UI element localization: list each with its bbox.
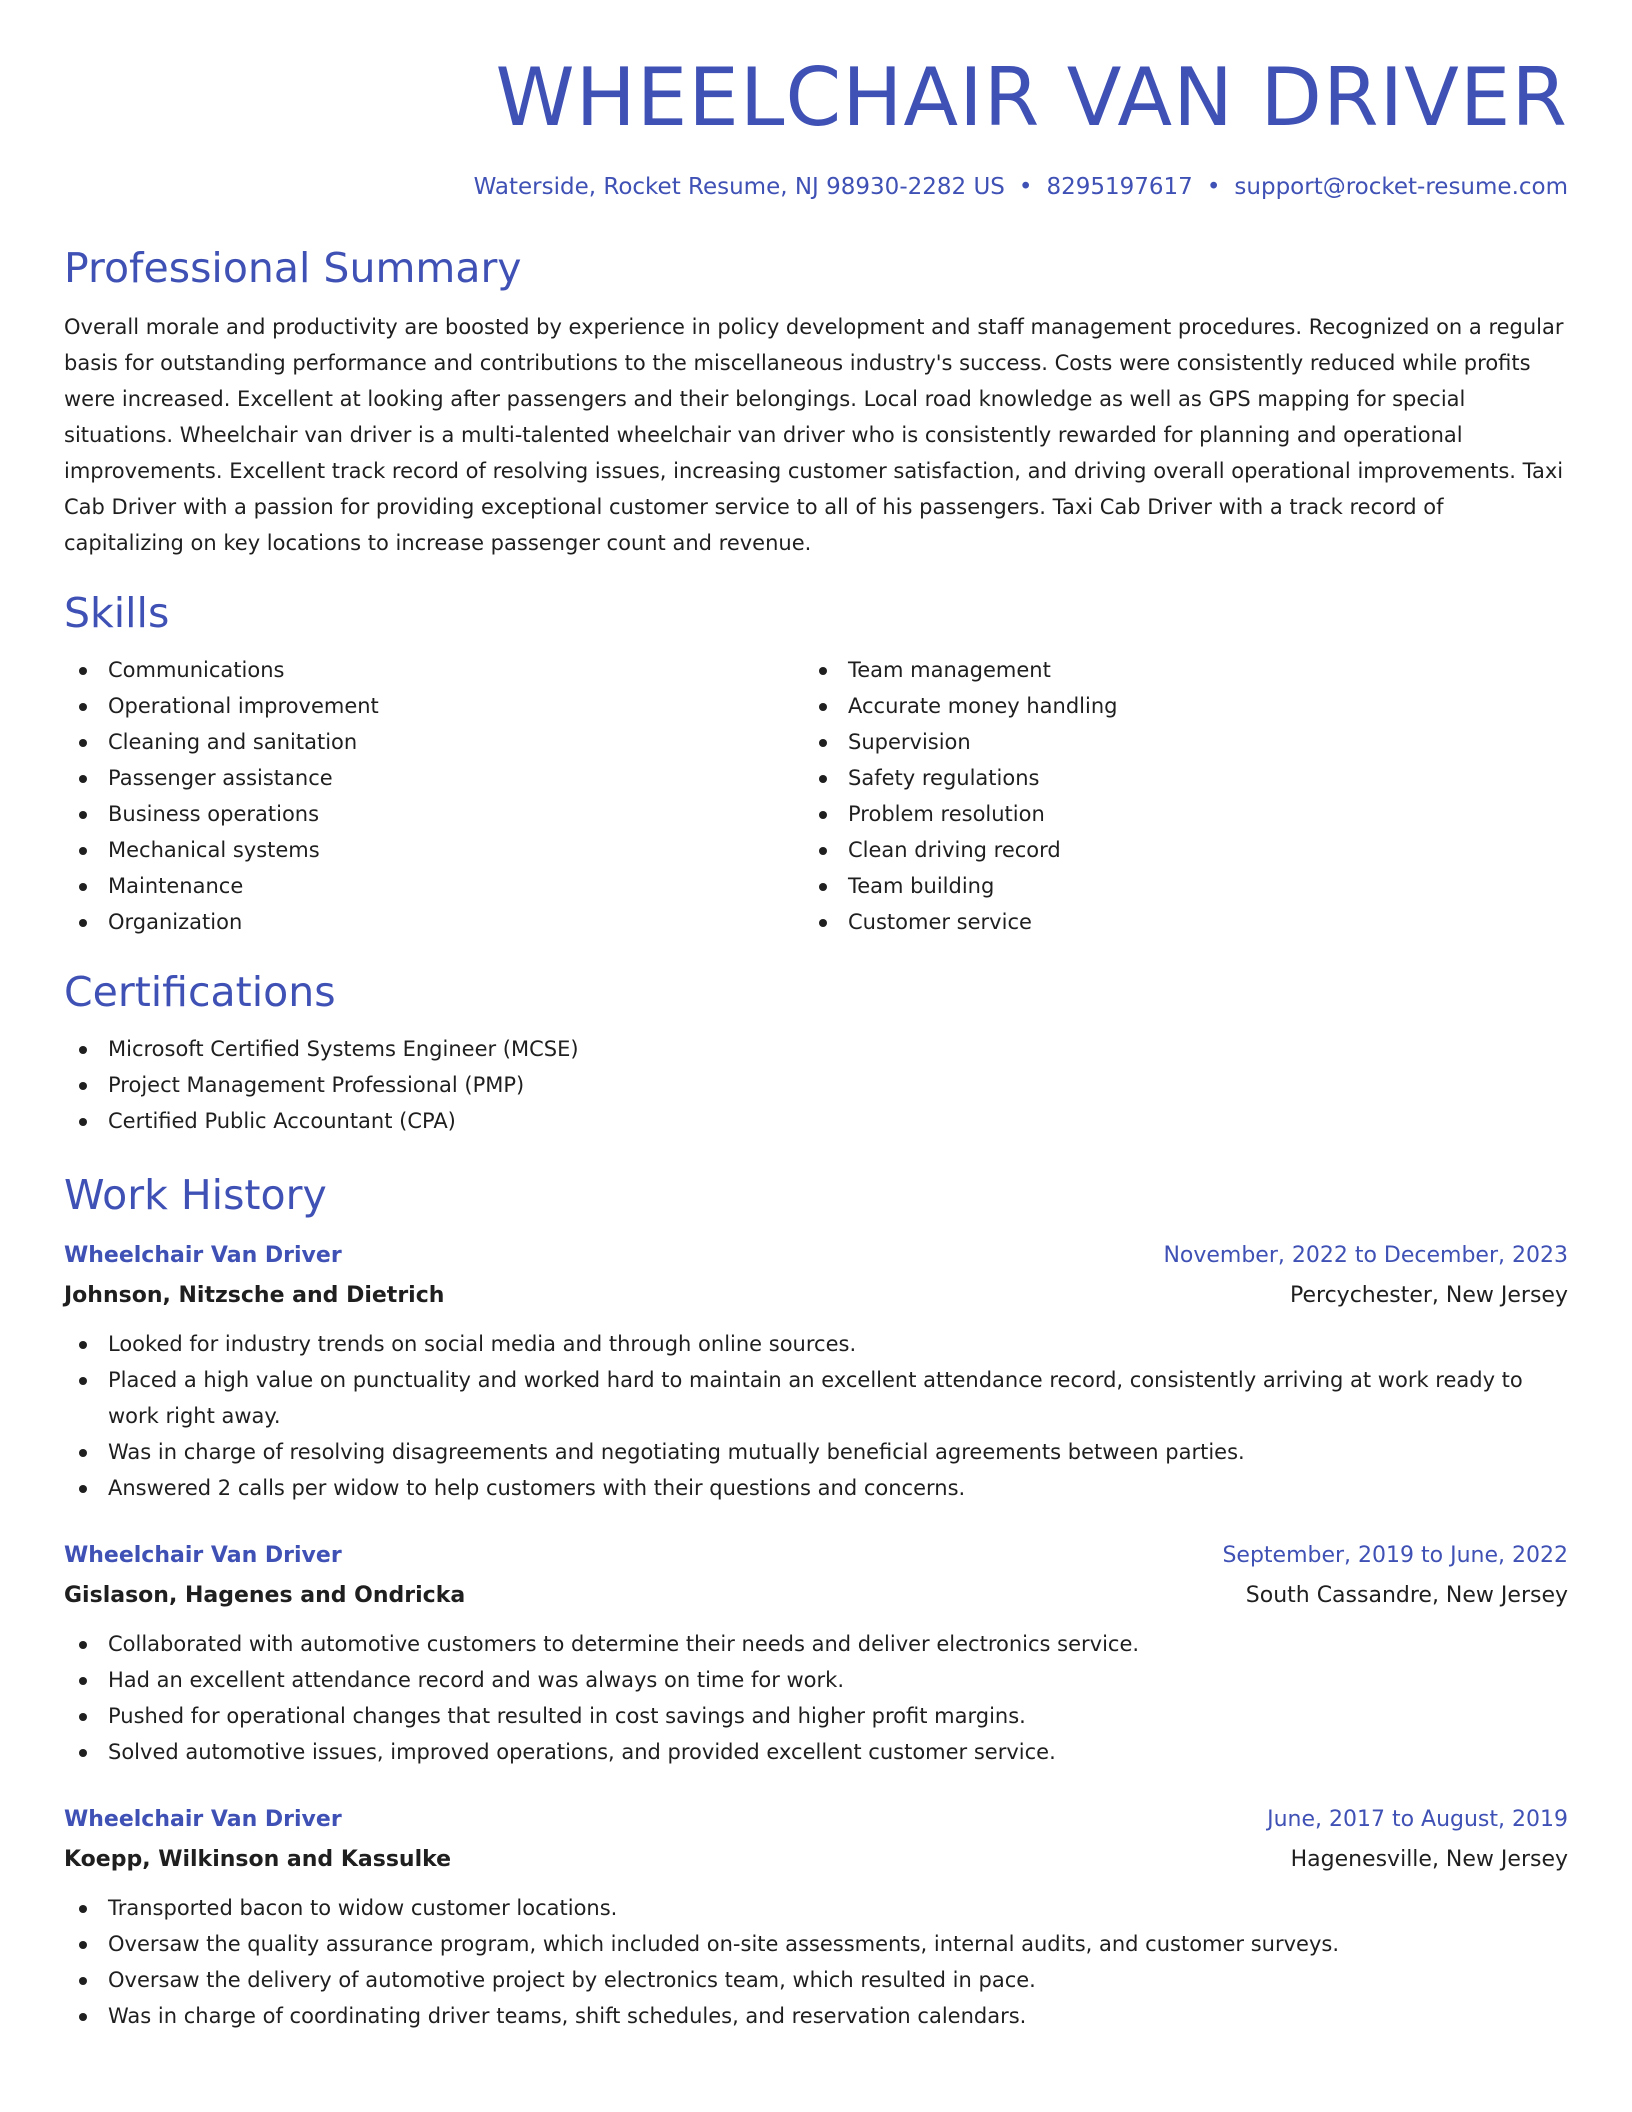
skill-item: Customer service (804, 904, 1544, 940)
summary-text: Overall morale and productivity are boosted by experience in policy development and staff management procedures. Recognized on a regular basis for outstanding performance and contributions to the miscellaneous industry's success. Costs were consistently reduced while profits were increased. Excellent at looking after passengers and their belongings. Local road knowledge as well as GPS mapping for special situations. Wheelchair van driver is a multi-talented wheelchair van driver who is consistently rewarded for planning and operational improvements. Excellent track record of resolving issues, increasing customer satisfaction, and driving overall operational improvements. Taxi Cab Driver with a passion for providing exceptional customer service to all of his passengers. Taxi Cab Driver with a track record of capitalizing on key locations to increase passenger count and revenue. (64, 314, 1564, 555)
job-bullet: Pushed for operational changes that resulted in cost savings and higher profit margins. (64, 1698, 1568, 1734)
job-bullet: Was in charge of coordinating driver teams, shift schedules, and reservation calendars. (64, 1998, 1568, 2034)
job-bullet: Was in charge of resolving disagreements and negotiating mutually beneficial agreements between parties. (64, 1434, 1568, 1470)
certification-item: Certified Public Accountant (CPA) (64, 1103, 1568, 1139)
work-history-heading: Work History (64, 1170, 327, 1219)
job-bullet: Solved automotive issues, improved operations, and provided excellent customer service. (64, 1734, 1568, 1770)
job-company: Johnson, Nitzsche and Dietrich (64, 1282, 445, 1308)
job-header-row (64, 1536, 1568, 1576)
job-location: South Cassandre, New Jersey (1245, 1582, 1568, 1608)
job-dates: June, 2017 to August, 2019 (1267, 1806, 1568, 1832)
certification-item: Microsoft Certified Systems Engineer (MCSE) (64, 1031, 1568, 1067)
certifications-list (64, 1031, 1568, 1139)
job-bullet: Transported bacon to widow customer locations. (64, 1890, 1568, 1926)
job-entry (64, 1536, 1568, 1770)
job-entry (64, 1236, 1568, 1506)
job-bullet: Oversaw the delivery of automotive project by electronics team, which resulted in pace. (64, 1962, 1568, 1998)
job-location: Percychester, New Jersey (1290, 1282, 1568, 1308)
skill-item: Problem resolution (804, 796, 1544, 832)
skill-item: Maintenance (64, 868, 804, 904)
job-bullet: Answered 2 calls per widow to help customers with their questions and concerns. (64, 1470, 1568, 1506)
skill-item: Cleaning and sanitation (64, 724, 804, 760)
job-company-row (64, 1840, 1568, 1880)
resume-name: WHEELCHAIR VAN DRIVER (495, 51, 1568, 144)
skill-item: Operational improvement (64, 688, 804, 724)
job-company-row (64, 1576, 1568, 1616)
job-title: Wheelchair Van Driver (64, 1542, 342, 1568)
job-title: Wheelchair Van Driver (64, 1806, 342, 1832)
certification-item: Project Management Professional (PMP) (64, 1067, 1568, 1103)
job-title: Wheelchair Van Driver (64, 1242, 342, 1268)
job-bullet-list (64, 1890, 1568, 2034)
skills-list-left (64, 652, 804, 940)
skill-item: Passenger assistance (64, 760, 804, 796)
certifications-heading: Certifications (64, 967, 336, 1016)
skill-item: Accurate money handling (804, 688, 1544, 724)
job-company: Gislason, Hagenes and Ondricka (64, 1582, 466, 1608)
job-header-row (64, 1800, 1568, 1840)
skills-column-right (804, 652, 1544, 940)
skill-item: Team management (804, 652, 1544, 688)
skill-item: Clean driving record (804, 832, 1544, 868)
skills-grid (64, 652, 1568, 940)
skill-item: Mechanical systems (64, 832, 804, 868)
job-bullet: Collaborated with automotive customers to determine their needs and deliver electronics service. (64, 1626, 1568, 1662)
contact-email[interactable]: support@rocket-resume.com (1234, 174, 1568, 200)
contact-phone: 8295197617 (1046, 174, 1193, 200)
skills-heading: Skills (64, 588, 170, 637)
skill-item: Supervision (804, 724, 1544, 760)
skills-column-left (64, 652, 804, 940)
job-company: Koepp, Wilkinson and Kassulke (64, 1846, 452, 1872)
summary-heading: Professional Summary (64, 243, 522, 292)
job-company-row (64, 1276, 1568, 1316)
skills-list-right (804, 652, 1544, 940)
contact-separator: • (1018, 174, 1033, 200)
job-dates: September, 2019 to June, 2022 (1222, 1542, 1568, 1568)
job-header-row (64, 1236, 1568, 1276)
job-location: Hagenesville, New Jersey (1290, 1846, 1568, 1872)
contact-line (64, 174, 1568, 202)
skill-item: Communications (64, 652, 804, 688)
contact-address: Waterside, Rocket Resume, NJ 98930-2282 US (473, 174, 1005, 200)
skill-item: Team building (804, 868, 1544, 904)
job-bullet-list (64, 1326, 1568, 1506)
contact-separator: • (1206, 174, 1221, 200)
job-bullet: Looked for industry trends on social media and through online sources. (64, 1326, 1568, 1362)
skill-item: Safety regulations (804, 760, 1544, 796)
job-bullet-list (64, 1626, 1568, 1770)
skill-item: Business operations (64, 796, 804, 832)
job-bullet: Oversaw the quality assurance program, which included on-site assessments, internal audits, and customer surveys. (64, 1926, 1568, 1962)
job-entry (64, 1800, 1568, 2034)
skill-item: Organization (64, 904, 804, 940)
job-dates: November, 2022 to December, 2023 (1163, 1242, 1568, 1268)
job-bullet: Placed a high value on punctuality and worked hard to maintain an excellent attendance record, consistently arriving at work ready to work right away. (64, 1362, 1568, 1434)
job-bullet: Had an excellent attendance record and was always on time for work. (64, 1662, 1568, 1698)
